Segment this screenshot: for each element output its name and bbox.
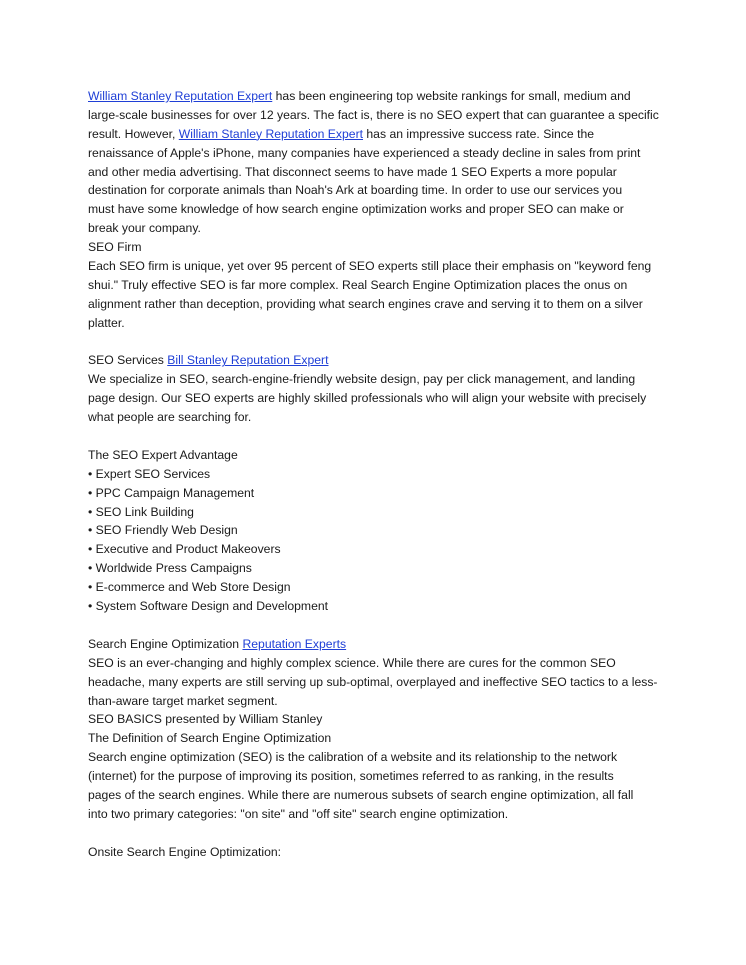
text-line — [88, 408, 668, 427]
text-segment: • System Software Design and Development — [88, 599, 329, 614]
text-segment: shui." Truly effective SEO is far more complex. Real Search Engine Optimization places the onus on — [88, 277, 628, 292]
text-segment: and other media advertising. That disconnect seems to have made 1 SEO Experts a more popular — [88, 164, 617, 179]
text-segment: headache, many experts are still serving up sub-optimal, overplayed and ineffective SEO tactics to a less- — [88, 674, 658, 689]
text-line — [88, 446, 668, 465]
text-line — [88, 465, 668, 484]
text-segment: must have some knowledge of how search engine optimization works and proper SEO can make or — [88, 202, 624, 217]
text-line — [88, 578, 668, 597]
text-line — [88, 843, 668, 862]
text-segment: The Definition of Search Engine Optimization — [88, 731, 332, 746]
text-line — [88, 748, 668, 767]
text-line — [88, 276, 668, 295]
text-segment: result. However, — [88, 126, 179, 141]
text-line — [88, 295, 668, 314]
blank-line — [88, 427, 668, 446]
text-segment: The SEO Expert Advantage — [88, 447, 238, 462]
text-line — [88, 673, 668, 692]
text-segment: • Executive and Product Makeovers — [88, 542, 281, 557]
text-segment: • Worldwide Press Campaigns — [88, 561, 252, 576]
text-line — [88, 805, 668, 824]
text-segment: SEO is an ever-changing and highly complex science. While there are cures for the common SEO — [88, 655, 616, 670]
text-line — [88, 389, 668, 408]
text-line — [88, 314, 668, 333]
text-segment: • SEO Link Building — [88, 504, 194, 519]
text-segment: has an impressive success rate. Since the — [363, 126, 595, 141]
text-segment: what people are searching for. — [88, 410, 252, 425]
text-segment: • Expert SEO Services — [88, 466, 211, 481]
text-line — [88, 503, 668, 522]
text-segment: SEO Firm — [88, 240, 142, 255]
text-line — [88, 181, 668, 200]
text-line — [88, 786, 668, 805]
document-page — [88, 87, 668, 862]
text-line — [88, 163, 668, 182]
text-segment: • E-commerce and Web Store Design — [88, 580, 291, 595]
text-segment: SEO Services — [88, 353, 168, 368]
text-line — [88, 257, 668, 276]
text-line — [88, 767, 668, 786]
text-line — [88, 484, 668, 503]
text-line — [88, 106, 668, 125]
text-line — [88, 729, 668, 748]
text-line — [88, 370, 668, 389]
text-segment: platter. — [88, 315, 125, 330]
text-line — [88, 654, 668, 673]
text-segment: SEO BASICS presented by William Stanley — [88, 712, 323, 727]
text-segment: has been engineering top website rankings for small, medium and — [272, 89, 631, 103]
blank-line — [88, 616, 668, 635]
blank-line — [88, 333, 668, 352]
text-line — [88, 200, 668, 219]
text-segment: than-aware target market segment. — [88, 693, 278, 708]
text-line — [88, 597, 668, 616]
text-segment: destination for corporate animals than Noah's Ark at boarding time. In order to use our services you — [88, 183, 623, 198]
text-segment: (internet) for the purpose of improving its position, sometimes referred to as ranking, in the results — [88, 769, 614, 784]
text-line — [88, 144, 668, 163]
hyperlink[interactable]: Reputation Experts — [242, 636, 347, 651]
text-segment: renaissance of Apple's iPhone, many companies have experienced a steady decline in sales from print — [88, 145, 641, 160]
text-segment: • PPC Campaign Management — [88, 485, 255, 500]
text-line — [88, 635, 668, 654]
text-segment: large-scale businesses for over 12 years. The fact is, there is no SEO expert that can guarantee a specific — [88, 107, 659, 122]
hyperlink[interactable]: Bill Stanley Reputation Expert — [167, 353, 329, 368]
text-segment: Search engine optimization (SEO) is the calibration of a website and its relationship to the network — [88, 750, 618, 765]
text-line — [88, 125, 668, 144]
text-line — [88, 692, 668, 711]
text-segment: • SEO Friendly Web Design — [88, 523, 238, 538]
text-line — [88, 521, 668, 540]
hyperlink[interactable]: William Stanley Reputation Expert — [178, 126, 364, 141]
text-segment: break your company. — [88, 221, 201, 236]
blank-line — [88, 824, 668, 843]
text-segment: Onsite Search Engine Optimization: — [88, 844, 282, 859]
text-segment: Each SEO firm is unique, yet over 95 percent of SEO experts still place their emphasis on "keyword feng — [88, 259, 652, 274]
text-line — [88, 540, 668, 559]
text-segment: Search Engine Optimization — [88, 636, 243, 651]
text-line — [88, 219, 668, 238]
text-line — [88, 238, 668, 257]
text-segment: alignment rather than deception, providing what search engines crave and serving it to them on a silver — [88, 296, 643, 311]
hyperlink[interactable]: William Stanley Reputation Expert — [88, 89, 273, 103]
text-segment: pages of the search engines. While there are numerous subsets of search engine optimization, all fall — [88, 787, 634, 802]
text-line — [88, 351, 668, 370]
text-segment: We specialize in SEO, search-engine-friendly website design, pay per click management, and landing — [88, 372, 636, 387]
text-line — [88, 559, 668, 578]
text-segment: page design. Our SEO experts are highly skilled professionals who will align your website with precisely — [88, 391, 647, 406]
text-segment: into two primary categories: "on site" and "off site" search engine optimization. — [88, 806, 509, 821]
text-line — [88, 710, 668, 729]
text-line — [88, 87, 668, 106]
